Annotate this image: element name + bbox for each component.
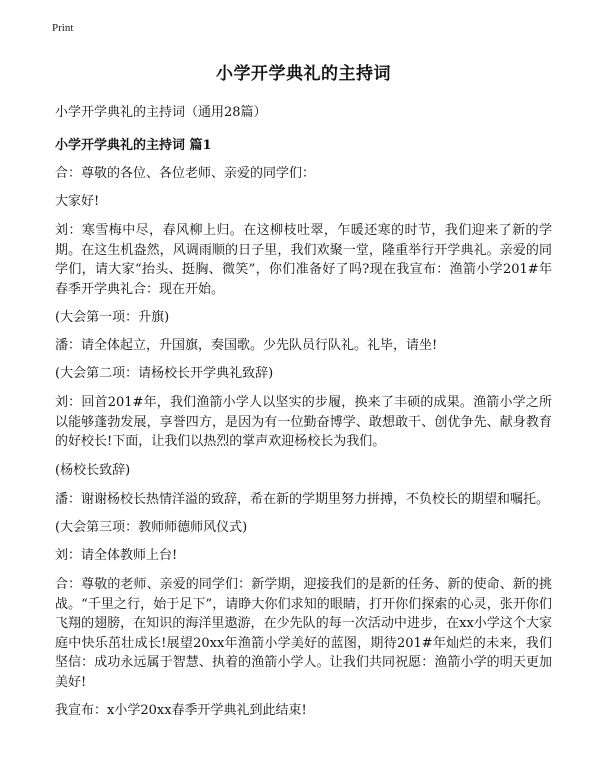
paragraph-item-three: (大会第三项：教师师德师风仪式)	[55, 520, 248, 535]
paragraph-opening: 刘：寒雪梅中尽，春风柳上归。在这柳枝吐翠，乍暖还寒的时节，我们迎来了新的学期。在这生机盎然，风调雨顺的日子里，我们欢聚一堂，隆重举行开学典礼。亲爱的同学们，请大家“抬头、挺胸、微笑”，你们准备好了吗?现在我宣布：渔箭小学201#年春季开学典礼合：现在开始。	[55, 223, 552, 297]
section-heading: 小学开学典礼的主持词 篇1	[55, 138, 212, 153]
paragraph-closing-address: 合：尊敬的老师、亲爱的同学们：新学期，迎接我们的是新的任务、新的使命、新的挑战。“千里之行，始于足下”，请睁大你们求知的眼睛，打开你们探索的心灵，张开你们飞翔的翅膀，在知识的海洋里遨游，在少先队的每一次活动中进步，在xx小学这个大家庭中快乐茁壮成长!展望20xx年渔箭小学美好的蓝图，期待201#年灿烂的未来，我们坚信：成功永远属于智慧、执着的渔箭小学人。让我们共同祝愿：渔箭小学的明天更加美好!	[55, 577, 552, 690]
paragraph-teachers-on-stage: 刘：请全体教师上台!	[55, 548, 178, 563]
document-body	[55, 165, 552, 720]
paragraph-item-two: (大会第二项：请杨校长开学典礼致辞)	[55, 366, 274, 381]
paragraph-item-one: (大会第一项：升旗)	[55, 310, 170, 325]
paragraph-greeting: 合：尊敬的各位、各位老师、亲爱的同学们：	[55, 166, 316, 181]
paragraph-principal-speech: (杨校长致辞)	[55, 462, 131, 478]
document-subtitle: 小学开学典礼的主持词（通用28篇）	[55, 105, 267, 120]
paragraph-review: 刘：回首201#年，我们渔箭小学人以坚实的步履，换来了丰硕的成果。渔箭小学之所以能够蓬勃发展，享誉四方，是因为有一位勤奋博学、敢想敢干、创优争先、献身教育的好校长!下面，让我们以热烈的掌声欢迎杨校长为我们。	[55, 395, 552, 449]
paragraph-announcement: 我宣布：x小学20xx春季开学典礼到此结束!	[55, 703, 307, 718]
paragraph-hello: 大家好!	[55, 194, 100, 209]
paragraph-thanks: 潘：谢谢杨校长热情洋溢的致辞，希在新的学期里努力拼搏，不负校长的期望和嘱托。	[55, 491, 550, 507]
print-link[interactable]: Print	[52, 22, 74, 34]
paragraph-flag-raising: 潘：请全体起立，升国旗，奏国歌。少先队员行队礼。礼毕，请坐!	[55, 338, 438, 353]
document-title: 小学开学典礼的主持词	[216, 64, 391, 84]
